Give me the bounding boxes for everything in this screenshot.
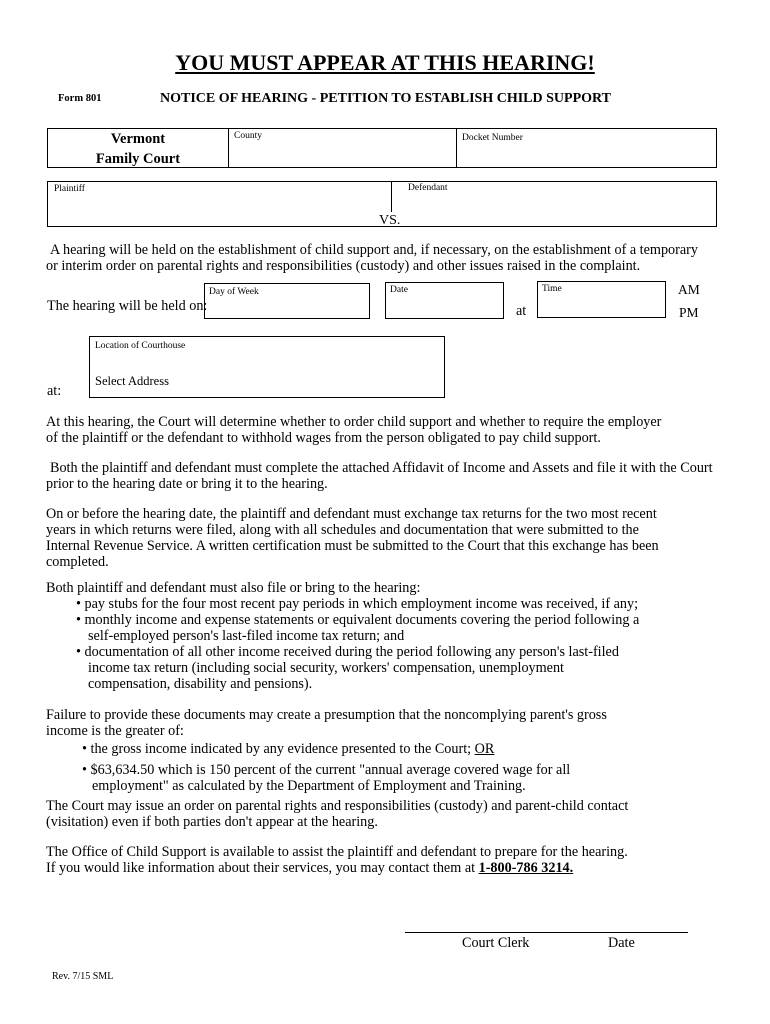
paragraph-affidavit: [46, 460, 713, 492]
list-item-continuation: self-employed person's last-filed income tax return; and: [88, 628, 405, 644]
at-label: at: [516, 303, 527, 319]
paragraph-failure-presumption: [46, 707, 607, 739]
form-subtitle: NOTICE OF HEARING - PETITION TO ESTABLISH CHILD SUPPORT: [160, 91, 611, 106]
intro-paragraph: [46, 242, 698, 274]
list-item: • $63,634.50 which is 150 percent of the current "annual average covered wage for all: [82, 762, 571, 778]
county-label: County: [234, 131, 262, 141]
date-field[interactable]: [385, 282, 504, 319]
day-of-week-field[interactable]: [204, 283, 370, 319]
signature-date-label: Date: [608, 935, 635, 951]
address-select[interactable]: Select Address: [95, 374, 169, 388]
p1-line-2: of the plaintiff or the defendant to withhold wages from the person obligated to pay child support.: [46, 430, 601, 446]
hearing-held-on-label: The hearing will be held on:: [47, 298, 208, 314]
paragraph-documents-intro: Both plaintiff and defendant must also file or bring to the hearing:: [46, 580, 421, 596]
list-item: • documentation of all other income received during the period following any person's last-filed: [76, 644, 619, 660]
list-item: • monthly income and expense statements or equivalent documents covering the period following a: [76, 612, 640, 628]
am-option[interactable]: AM: [678, 282, 700, 297]
versus-text: VS.: [379, 213, 401, 228]
revision-note: Rev. 7/15 SML: [52, 971, 114, 982]
list-item: [82, 741, 570, 757]
p2-line-1: Both the plaintiff and defendant must complete the attached Affidavit of Income and Assets and file it with the Court: [50, 460, 713, 476]
paragraph-custody-order: [46, 798, 628, 830]
form-number: Form 801: [58, 93, 102, 104]
day-of-week-label: Day of Week: [209, 287, 259, 297]
p3-line-3: Internal Revenue Service. A written certification must be submitted to the Court that this exchange has been: [46, 538, 659, 554]
date-label: Date: [390, 285, 408, 295]
p3-line-4: completed.: [46, 554, 109, 570]
signature-line: [405, 932, 688, 933]
courthouse-location-label: Location of Courthouse: [95, 341, 186, 351]
time-field[interactable]: [537, 281, 666, 318]
page-title: YOU MUST APPEAR AT THIS HEARING!: [175, 50, 595, 75]
p7-line-1: The Office of Child Support is available to assist the plaintiff and defendant to prepare for the hearing.: [46, 844, 628, 860]
p1-line-1: At this hearing, the Court will determine whether to order child support and whether to require the employer: [46, 414, 662, 430]
phone-number: 1-800-786 3214.: [478, 860, 574, 876]
paragraph-child-support-office: [46, 844, 628, 876]
paragraph-court-determination: [46, 414, 661, 446]
parties-box: [47, 181, 717, 227]
pm-option[interactable]: PM: [679, 305, 699, 320]
intro-line-2: or interim order on parental rights and responsibilities (custody) and other issues raised in the complaint.: [46, 258, 641, 274]
court-clerk-label: Court Clerk: [462, 935, 530, 951]
p7-line-2: [46, 860, 628, 876]
location-at-label: at:: [47, 383, 62, 399]
plaintiff-label: Plaintiff: [54, 184, 85, 194]
list-item: • pay stubs for the four most recent pay periods in which employment income was received, if any;: [76, 596, 639, 612]
documents-list: [76, 596, 639, 692]
or-text: OR: [474, 741, 495, 757]
gross-income-text: • the gross income indicated by any evidence presented to the Court;: [82, 741, 475, 757]
court-name-line1: Vermont: [110, 131, 166, 147]
p5-line-1: Failure to provide these documents may create a presumption that the noncomplying parent's gross: [46, 707, 607, 723]
list-item-continuation: compensation, disability and pensions).: [88, 676, 313, 692]
p2-line-2: prior to the hearing date or bring it to the hearing.: [46, 476, 328, 492]
p3-line-1: On or before the hearing date, the plaintiff and defendant must exchange tax returns for the two most recent: [46, 506, 657, 522]
court-name: [48, 129, 228, 169]
p6-line-2: (visitation) even if both parties don't appear at the hearing.: [46, 814, 378, 830]
p5-line-2: income is the greater of:: [46, 723, 184, 739]
intro-line-1: A hearing will be held on the establishment of child support and, if necessary, on the establishment of a temporary: [50, 242, 698, 258]
p6-line-1: The Court may issue an order on parental rights and responsibilities (custody) and parent-child contact: [46, 798, 629, 814]
docket-number-label: Docket Number: [462, 133, 523, 143]
presumption-list: [82, 741, 570, 794]
court-divider: [228, 129, 229, 167]
paragraph-tax-returns: [46, 506, 659, 570]
courthouse-location-field[interactable]: [89, 336, 445, 398]
parties-divider: [391, 182, 392, 212]
court-name-line2: Family Court: [95, 151, 181, 167]
time-label: Time: [542, 284, 562, 294]
court-info-box: [47, 128, 717, 168]
contact-text: If you would like information about their services, you may contact them at: [46, 860, 479, 876]
defendant-label: Defendant: [408, 183, 448, 193]
docket-divider: [456, 129, 457, 167]
p3-line-2: years in which returns were filed, along with all schedules and documentation that were submitted to the: [46, 522, 639, 538]
list-item-continuation: income tax return (including social security, workers' compensation, unemployment: [88, 660, 565, 676]
list-item-continuation: employment" as calculated by the Department of Employment and Training.: [92, 778, 526, 794]
